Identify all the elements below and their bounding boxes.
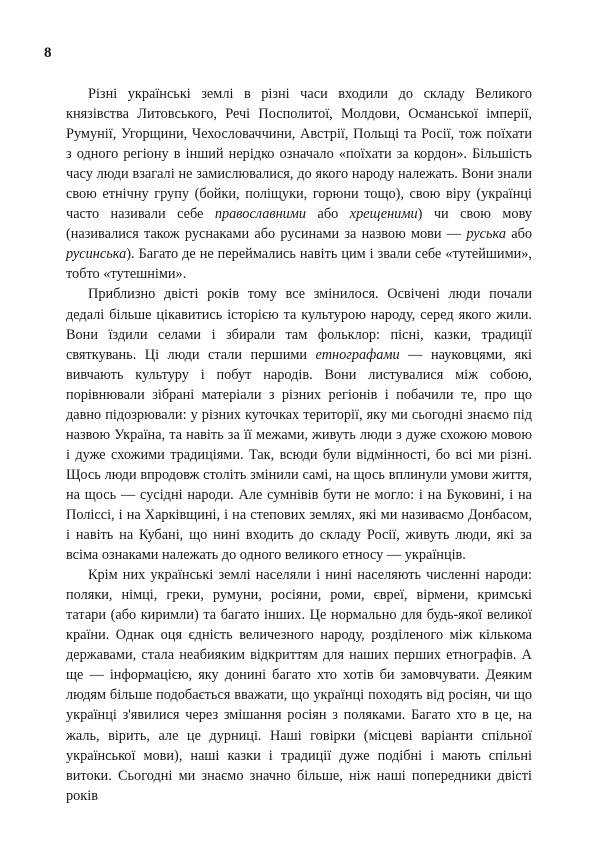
text-run: Крім них українські землі населяли і нині населяють численні народи: поляки, німці, греки, румуни, росіяни, роми, євреї, вірмени, кримські татари (або киримли) та багато інших. Це нормально для будь-якої великої країни. Однак оця єдність величезного народу, розділеного між кількома державами, стала неабияким відкриттям для наших перших етнографів. А ще — інформацією, яку донині багато хто хотів би замовчувати. Деяким людям більше подобається вважати, що українці походять від росіян, чи що українці з'явилися через змішання росіян з поляками. Багато хто в це, на жаль, вірить, але це дурниці. Наші говірки (місцеві варіанти спільної української мови), наші казки і традиції дуже подібні і мають спільні витоки. Сьогодні ми знаємо значно більше, ніж наші попередники двісті років xyxy=(66,567,532,804)
emphasis-term: руська xyxy=(466,226,506,243)
text-run: ) чи свою мову (називалися також руснаками або русинами за назвою мови — xyxy=(66,206,532,243)
page-number: 8 xyxy=(44,45,52,61)
text-run: або xyxy=(306,206,350,223)
text-run: ). Багато де не переймались навіть цим і звали себе «тутейшими», тобто «тутешніми». xyxy=(66,246,532,283)
body-text-block xyxy=(66,84,532,806)
text-run: або xyxy=(506,226,533,243)
paragraph xyxy=(66,84,532,284)
emphasis-term: православними xyxy=(214,206,307,223)
text-run: Приблизно двісті років тому все змінилося. Освічені люди почали дедалі більше цікавитись історією та культурою народу, серед якого жили. Вони їздили селами і збирали там фольклор: пісні, казки, традиції святкувань. Ці люди стали першими xyxy=(66,286,532,363)
paragraph xyxy=(66,565,532,806)
emphasis-term: русинська xyxy=(66,246,127,263)
emphasis-term: етнографами xyxy=(315,346,400,363)
text-run: Різні українські землі в різні часи входили до складу Великого князівства Литовського, Речі Посполитої, Молдови, Османської імперії, Румунії, Угорщини, Чехословаччини, Австрії, Польщі та Росії, тож поїхати з одного регіону в інший нерідко означало «поїхати за кордон». Більшість часу люди взагалі не замислювалися, до якого народу належать. Вони знали свою етнічну групу (бойки, поліщуки, горюни тощо), свою віру (українці часто називали себе xyxy=(66,86,532,223)
emphasis-term: хрещеними xyxy=(349,206,418,223)
text-run: — науковцями, які вивчають культуру і побут народів. Вони листувалися між собою, порівнювали зібрані матеріали з різних регіонів і побачили те, про що давно підозрювали: у різних куточках території, яку ми сьогодні знаємо під назвою Україна, та навіть за її межами, живуть люди з дуже схожою мовою і дуже схожими традиціями. Так, всюди були відмінності, бо всі ми різні. Щось люди впродовж століть змінили самі, на щось вплинули умови життя, на щось — сусідні народи. Але сумнівів бути не могло: і на Буковині, і на Поліссі, і на Харківщині, і на степових землях, які ми називаємо Донбасом, і навіть на Кубані, що нині входить до складу Росії, живуть люди, які за всіма ознаками належать до одного великого етносу — українців. xyxy=(66,346,532,564)
paragraph xyxy=(66,284,532,565)
